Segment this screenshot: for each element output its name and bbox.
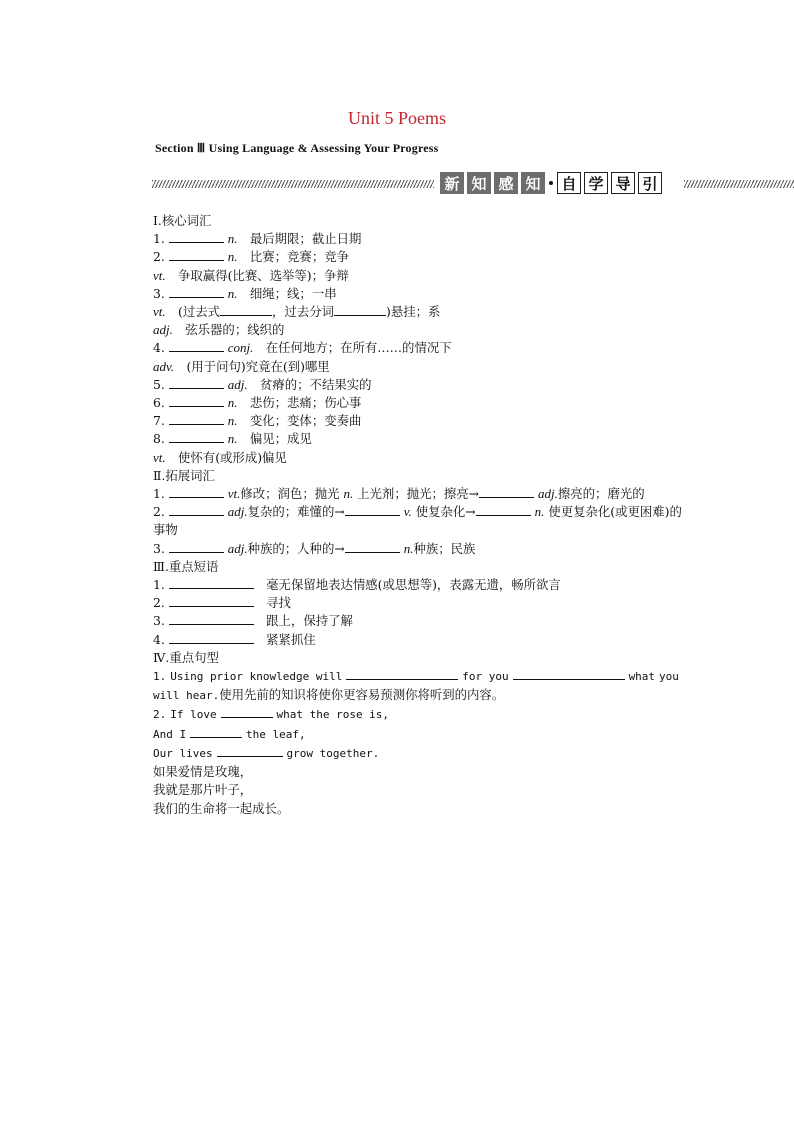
section-heading: Section Ⅲ Using Language & Assessing Your Progress xyxy=(155,141,439,155)
part-of-speech: adj. xyxy=(153,322,173,338)
item-meaning: 变化；变体；变奏曲 xyxy=(249,413,362,429)
answer-blank[interactable] xyxy=(169,631,254,644)
answer-blank[interactable] xyxy=(169,339,224,352)
answer-blank[interactable] xyxy=(169,285,224,298)
item-number: 2. xyxy=(153,504,165,520)
phrase-item xyxy=(113,594,683,612)
extend-item xyxy=(113,503,683,539)
item-meaning: 修改；润色；抛光 xyxy=(240,486,340,502)
part-of-speech: adv. xyxy=(153,358,175,374)
poem-text: what the rose is, xyxy=(276,708,390,722)
item-number: 1. xyxy=(153,577,165,593)
part-of-speech: n. xyxy=(227,285,238,301)
answer-blank[interactable] xyxy=(345,503,400,516)
answer-blank[interactable] xyxy=(169,503,224,516)
item-meaning: 上光剂；抛光；擦亮→ xyxy=(357,486,480,502)
section-banner xyxy=(152,170,794,198)
vocab-item xyxy=(113,339,683,357)
poem-line xyxy=(113,705,683,724)
part-of-speech: adj. xyxy=(538,486,558,502)
answer-blank[interactable] xyxy=(513,667,625,680)
poem-text: And I xyxy=(153,727,187,741)
worksheet-content xyxy=(113,212,683,818)
item-meaning: 争取赢得(比赛、选举等)；争辩 xyxy=(178,267,349,283)
item-meaning: 使怀有(或形成)偏见 xyxy=(178,449,287,465)
item-meaning: 细绳；线；一串 xyxy=(249,285,337,301)
item-meaning: 毫无保留地表达情感(或思想等)，表露无遗，畅所欲言 xyxy=(266,577,561,593)
item-number: 3. xyxy=(153,540,165,556)
answer-blank[interactable] xyxy=(169,230,224,243)
item-meaning: 使复杂化→ xyxy=(415,504,476,520)
answer-blank[interactable] xyxy=(346,667,458,680)
sentence-text: you will hear. xyxy=(153,670,679,703)
banner-char: 知 xyxy=(467,172,491,194)
separator-dot xyxy=(549,181,553,185)
page-title: Unit 5 Poems xyxy=(347,108,446,128)
vocab-item xyxy=(113,230,683,248)
banner-tag xyxy=(440,170,665,196)
item-number: 2. xyxy=(153,595,165,611)
item-meaning: 在任何地方；在所有……的情况下 xyxy=(265,340,452,356)
part-of-speech: adj. xyxy=(227,376,248,392)
vocab-item xyxy=(113,376,683,394)
banner-char: 导 xyxy=(611,172,635,194)
poem-text: Our lives xyxy=(153,746,213,760)
answer-blank[interactable] xyxy=(169,612,254,625)
part-of-speech: n. xyxy=(227,413,238,429)
answer-blank[interactable] xyxy=(169,576,254,589)
item-number: 3. xyxy=(153,613,165,629)
vocab-item xyxy=(113,430,683,448)
sentence-translation: 使用先前的知识将使你更容易预测你将听到的内容。 xyxy=(219,687,505,703)
sentence-text: Using prior knowledge will xyxy=(170,670,343,684)
vocab-subitem xyxy=(113,449,683,467)
answer-blank[interactable] xyxy=(169,540,224,553)
part-of-speech: vt. xyxy=(227,486,241,502)
answer-blank[interactable] xyxy=(220,303,272,316)
answer-blank[interactable] xyxy=(334,303,386,316)
poem-text: the leaf, xyxy=(246,727,306,741)
vocab-subitem xyxy=(113,358,683,376)
banner-char: 知 xyxy=(521,172,545,194)
item-meaning: 贫瘠的；不结果实的 xyxy=(260,376,372,392)
part-of-speech: n. xyxy=(227,395,238,411)
item-number: 3. xyxy=(153,285,165,301)
poem-translation: 我就是那片叶子， xyxy=(153,782,253,798)
part-of-speech: n. xyxy=(343,486,354,502)
vocab-item xyxy=(113,285,683,303)
part4-heading: Ⅳ.重点句型 xyxy=(153,649,219,665)
answer-blank[interactable] xyxy=(169,485,224,498)
item-number: 4. xyxy=(153,631,165,647)
item-number: 8. xyxy=(153,431,165,447)
banner-char: 自 xyxy=(557,172,581,194)
item-meaning: 最后期限；截止日期 xyxy=(249,231,362,247)
poem-translation: 我们的生命将一起成长。 xyxy=(153,800,290,816)
item-meaning: 悲伤；悲痛；伤心事 xyxy=(249,395,362,411)
part-of-speech: adj. xyxy=(227,504,248,520)
part-of-speech: conj. xyxy=(227,340,254,356)
item-meaning: 偏见；成见 xyxy=(249,431,312,447)
item-meaning: (用于问句)究竟在(到)哪里 xyxy=(186,358,330,374)
sentence-text: for you xyxy=(462,670,509,684)
part3-heading: Ⅲ.重点短语 xyxy=(153,558,219,574)
banner-char: 引 xyxy=(638,172,662,194)
answer-blank[interactable] xyxy=(169,394,224,407)
item-meaning: 复杂的；难懂的→ xyxy=(247,504,345,520)
item-number: 1. xyxy=(153,486,165,502)
item-meaning: 使更复杂化(或更困难)的事物 xyxy=(153,504,682,538)
item-meaning: 寻找 xyxy=(266,595,291,611)
answer-blank[interactable] xyxy=(221,705,273,718)
item-number: 2. xyxy=(153,708,167,722)
part-of-speech: n. xyxy=(227,431,238,447)
poem-text: If love xyxy=(170,708,217,722)
item-meaning: 弦乐器的；线织的 xyxy=(185,322,285,338)
part-of-speech: n. xyxy=(227,249,238,265)
banner-char: 新 xyxy=(440,172,464,194)
phrase-item xyxy=(113,576,683,594)
item-text: )悬挂；系 xyxy=(386,304,441,320)
part2-heading: Ⅱ.拓展词汇 xyxy=(153,467,215,483)
part-of-speech: n. xyxy=(534,504,545,520)
part1-heading: Ⅰ.核心词汇 xyxy=(153,213,212,228)
extend-item xyxy=(113,540,683,558)
item-number: 1. xyxy=(153,670,167,684)
hatch-divider-right xyxy=(684,180,794,188)
item-text: ，过去分词 xyxy=(272,304,334,320)
item-number: 2. xyxy=(153,249,165,265)
answer-blank[interactable] xyxy=(169,412,224,425)
part-of-speech: vt. xyxy=(153,304,166,320)
part-of-speech: v. xyxy=(403,504,412,520)
vocab-item xyxy=(113,248,683,266)
vocab-subitem xyxy=(113,321,683,339)
item-meaning: 擦亮的；磨光的 xyxy=(557,486,645,502)
sentence-text: what xyxy=(628,670,656,684)
banner-char: 感 xyxy=(494,172,518,194)
extend-item xyxy=(113,485,683,503)
item-meaning: 跟上，保持了解 xyxy=(266,613,353,629)
poem-text: grow together. xyxy=(286,746,380,760)
item-meaning: 比赛；竞赛；竞争 xyxy=(249,249,349,265)
vocab-item xyxy=(113,394,683,412)
poem-line xyxy=(113,744,683,763)
part-of-speech: n. xyxy=(227,231,238,247)
answer-blank[interactable] xyxy=(217,744,283,757)
poem-line xyxy=(113,725,683,744)
answer-blank[interactable] xyxy=(476,503,531,516)
answer-blank[interactable] xyxy=(169,430,224,443)
banner-char: 学 xyxy=(584,172,608,194)
answer-blank[interactable] xyxy=(479,485,534,498)
phrase-item xyxy=(113,612,683,630)
item-number: 7. xyxy=(153,413,165,429)
item-meaning: 紧紧抓住 xyxy=(266,631,316,647)
vocab-subitem xyxy=(113,267,683,285)
answer-blank[interactable] xyxy=(345,540,400,553)
item-number: 5. xyxy=(153,376,165,392)
item-number: 1. xyxy=(153,231,165,247)
sentence-item xyxy=(113,667,683,705)
item-meaning: 种族的；人种的→ xyxy=(247,540,345,556)
hatch-divider-left xyxy=(152,180,434,188)
part-of-speech: vt. xyxy=(153,267,166,283)
answer-blank[interactable] xyxy=(169,248,224,261)
answer-blank[interactable] xyxy=(169,376,224,389)
part-of-speech: adj. xyxy=(227,540,248,556)
vocab-item xyxy=(113,412,683,430)
item-text: (过去式 xyxy=(178,304,221,320)
part-of-speech: n. xyxy=(403,540,414,556)
vocab-subitem xyxy=(113,303,683,321)
part-of-speech: vt. xyxy=(153,449,166,465)
poem-translation: 如果爱情是玫瑰， xyxy=(153,764,253,780)
phrase-item xyxy=(113,631,683,649)
answer-blank[interactable] xyxy=(169,594,254,607)
item-meaning: 种族；民族 xyxy=(413,540,476,556)
answer-blank[interactable] xyxy=(190,725,242,738)
item-number: 6. xyxy=(153,395,165,411)
item-number: 4. xyxy=(153,340,165,356)
